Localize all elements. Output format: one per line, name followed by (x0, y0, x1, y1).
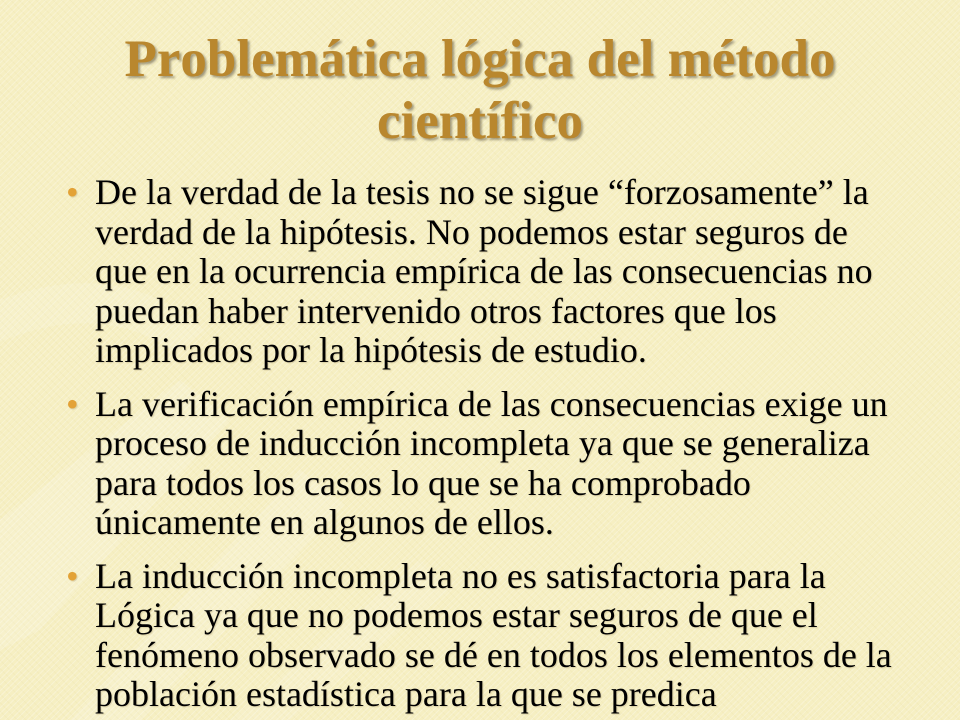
bullet-item (66, 383, 900, 543)
bullet-list (66, 172, 900, 715)
bullet-icon: • (66, 555, 79, 596)
bullet-text: La verificación empírica de las consecuencias exige un proceso de inducción incompleta ya que se generaliza para todos los casos lo que se ha comprobado únicamente en algunos de ellos. (95, 383, 888, 542)
bullet-text: La inducción incompleta no es satisfactoria para la Lógica ya que no podemos estar seguros de que el fenómeno observado se dé en todos los elementos de la población estadística para la que se predica (95, 555, 892, 714)
bullet-icon: • (66, 172, 79, 212)
bullet-text: De la verdad de la tesis no se sigue “forzosamente” la verdad de la hipótesis. No podemos estar seguros de que en la ocurrencia empírica de las consecuencias no puedan haber intervenido otros factores que los implicados por la hipótesis de estudio. (95, 172, 873, 370)
bullet-item (66, 172, 900, 371)
bullet-item (66, 555, 900, 715)
bullet-icon: • (66, 383, 79, 424)
slide-title: Problemática lógica del método científico (124, 30, 836, 150)
